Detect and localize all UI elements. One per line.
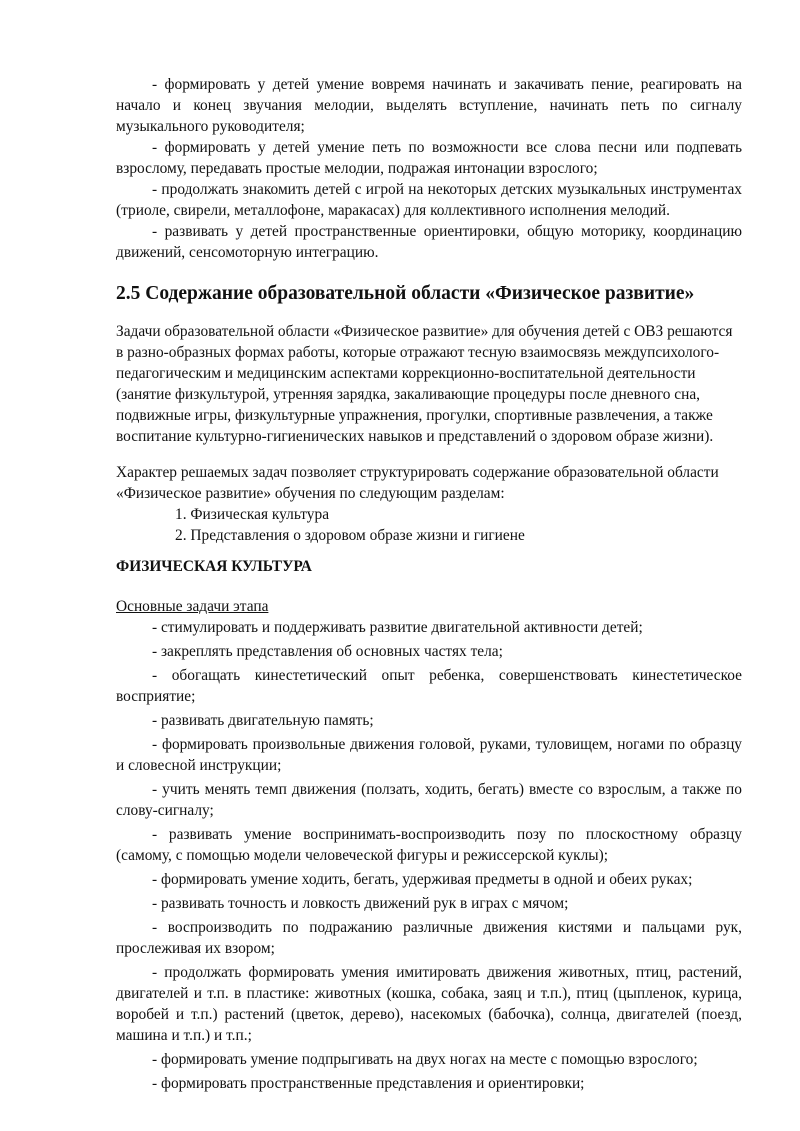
list-item: - закреплять представления об основных частях тела;: [152, 643, 503, 660]
list-item: - продолжать формировать умения имитировать движения животных, птиц, растений, двигателей и т.п. в пластике: животных (кошка, собака, заяц и т.п.), птиц (цыпленок, курица, воробей и т.п.) растений (цветок, дерево), насекомых (бабочка), солнца, двигателей (поезд, машина и т.п.) и т.п.;: [116, 964, 742, 1044]
physical-culture-tasks: [116, 596, 742, 1097]
list-item: - развивать двигательную память;: [152, 712, 374, 729]
list-item: - развивать у детей пространственные ориентировки, общую моторику, координацию движений, сенсомоторную интеграцию.: [116, 223, 742, 261]
list-item: - формировать умение подпрыгивать на двух ногах на месте с помощью взрослого;: [152, 1051, 698, 1068]
list-item: - формировать у детей умение петь по возможности все слова песни или подпевать взрослому, передавать простые мелодии, подражая интонации взрослого;: [116, 139, 742, 177]
list-item: - продолжать знакомить детей с игрой на некоторых детских музыкальных инструментах (триоле, свирели, металлофоне, маракасах) для коллективного исполнения мелодий.: [116, 181, 742, 219]
list-item: 1. Физическая культура: [175, 506, 330, 523]
sections-list: [116, 504, 742, 546]
music-tasks-list: [116, 74, 742, 263]
subheading: ФИЗИЧЕСКАЯ КУЛЬТУРА: [116, 558, 312, 575]
list-item: - формировать умение ходить, бегать, удерживая предметы в одной и обеих руках;: [152, 871, 693, 888]
list-item: 2. Представления о здоровом образе жизни и гигиене: [175, 527, 525, 544]
list-item: - учить менять темп движения (ползать, ходить, бегать) вместе со взрослым, а также по слову-сигналу;: [116, 781, 742, 819]
list-item: - формировать пространственные представления и ориентировки;: [152, 1075, 585, 1092]
list-item: - формировать произвольные движения головой, руками, туловищем, ногами по образцу и словесной инструкции;: [116, 736, 742, 774]
paragraph-text: Задачи образовательной области «Физическое развитие» для обучения детей с ОВЗ решаются в разно-образных формах работы, которые отражают тесную взаимосвязь междупсихолого-педагогическим и медицинским аспектами коррекционно-воспитательной деятельности (занятие физкультурой, утренняя зарядка, закаливающие процедуры после дневного сна, подвижные игры, физкультурные упражнения, прогулки, спортивные развлечения, а также воспитание культурно-гигиенических навыков и представлений о здоровом образе жизни).: [116, 323, 733, 445]
intro-paragraph: [116, 321, 742, 447]
paragraph-text: Характер решаемых задач позволяет структурировать содержание образовательной области «Физическое развитие» обучения по следующим разделам:: [116, 464, 719, 502]
list-item: - обогащать кинестетический опыт ребенка, совершенствовать кинестетическое восприятие;: [116, 667, 742, 705]
list-item: - воспроизводить по подражанию различные движения кистями и пальцами рук, прослеживая их взором;: [116, 919, 742, 957]
structure-paragraph: [116, 462, 742, 546]
list-item: - развивать точность и ловкость движений рук в играх с мячом;: [152, 895, 569, 912]
tasks-label: Основные задачи этапа: [116, 598, 269, 615]
list-item: - формировать у детей умение вовремя начинать и закачивать пение, реагировать на начало и конец звучания мелодии, выделять вступление, начинать петь по сигналу музыкального руководителя;: [116, 76, 742, 135]
list-item: - стимулировать и поддерживать развитие двигательной активности детей;: [152, 619, 643, 636]
list-item: - развивать умение воспринимать-воспроизводить позу по плоскостному образцу (самому, с помощью модели человеческой фигуры и режиссерской куклы);: [116, 826, 742, 864]
section-heading: 2.5 Содержание образовательной области «Физическое развитие»: [116, 283, 695, 304]
